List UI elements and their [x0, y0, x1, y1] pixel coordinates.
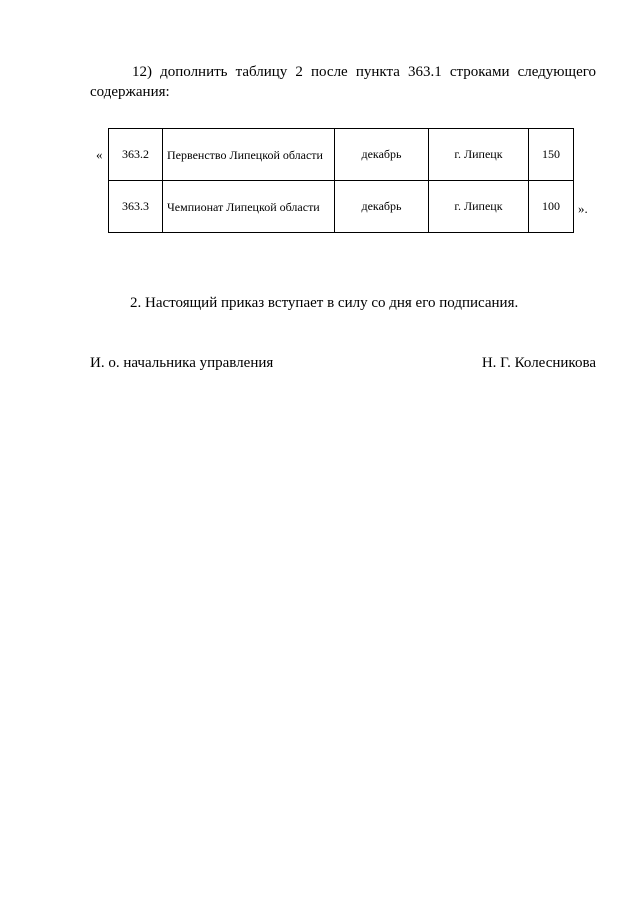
row-number: 363.2 — [109, 129, 163, 181]
signature-title: И. о. начальника управления — [90, 355, 274, 371]
event-month: декабрь — [335, 129, 429, 181]
event-name: Чемпионат Липецкой области — [163, 181, 335, 233]
intro-paragraph: 12) дополнить таблицу 2 после пункта 363.1 строками следующего содержания: — [90, 64, 596, 100]
table-row — [109, 129, 574, 181]
participants-count: 100 — [529, 181, 574, 233]
items-table — [108, 128, 574, 233]
event-name: Первенство Липецкой области — [163, 129, 335, 181]
closing-quote: ». — [578, 201, 588, 216]
event-city: г. Липецк — [429, 129, 529, 181]
participants-count: 150 — [529, 129, 574, 181]
table-row — [109, 181, 574, 233]
row-number: 363.3 — [109, 181, 163, 233]
event-city: г. Липецк — [429, 181, 529, 233]
point-2-paragraph: 2. Настоящий приказ вступает в силу со дня его подписания. — [130, 295, 519, 311]
signature-name: Н. Г. Колесникова — [481, 355, 596, 371]
opening-quote: « — [96, 147, 103, 162]
event-month: декабрь — [335, 181, 429, 233]
